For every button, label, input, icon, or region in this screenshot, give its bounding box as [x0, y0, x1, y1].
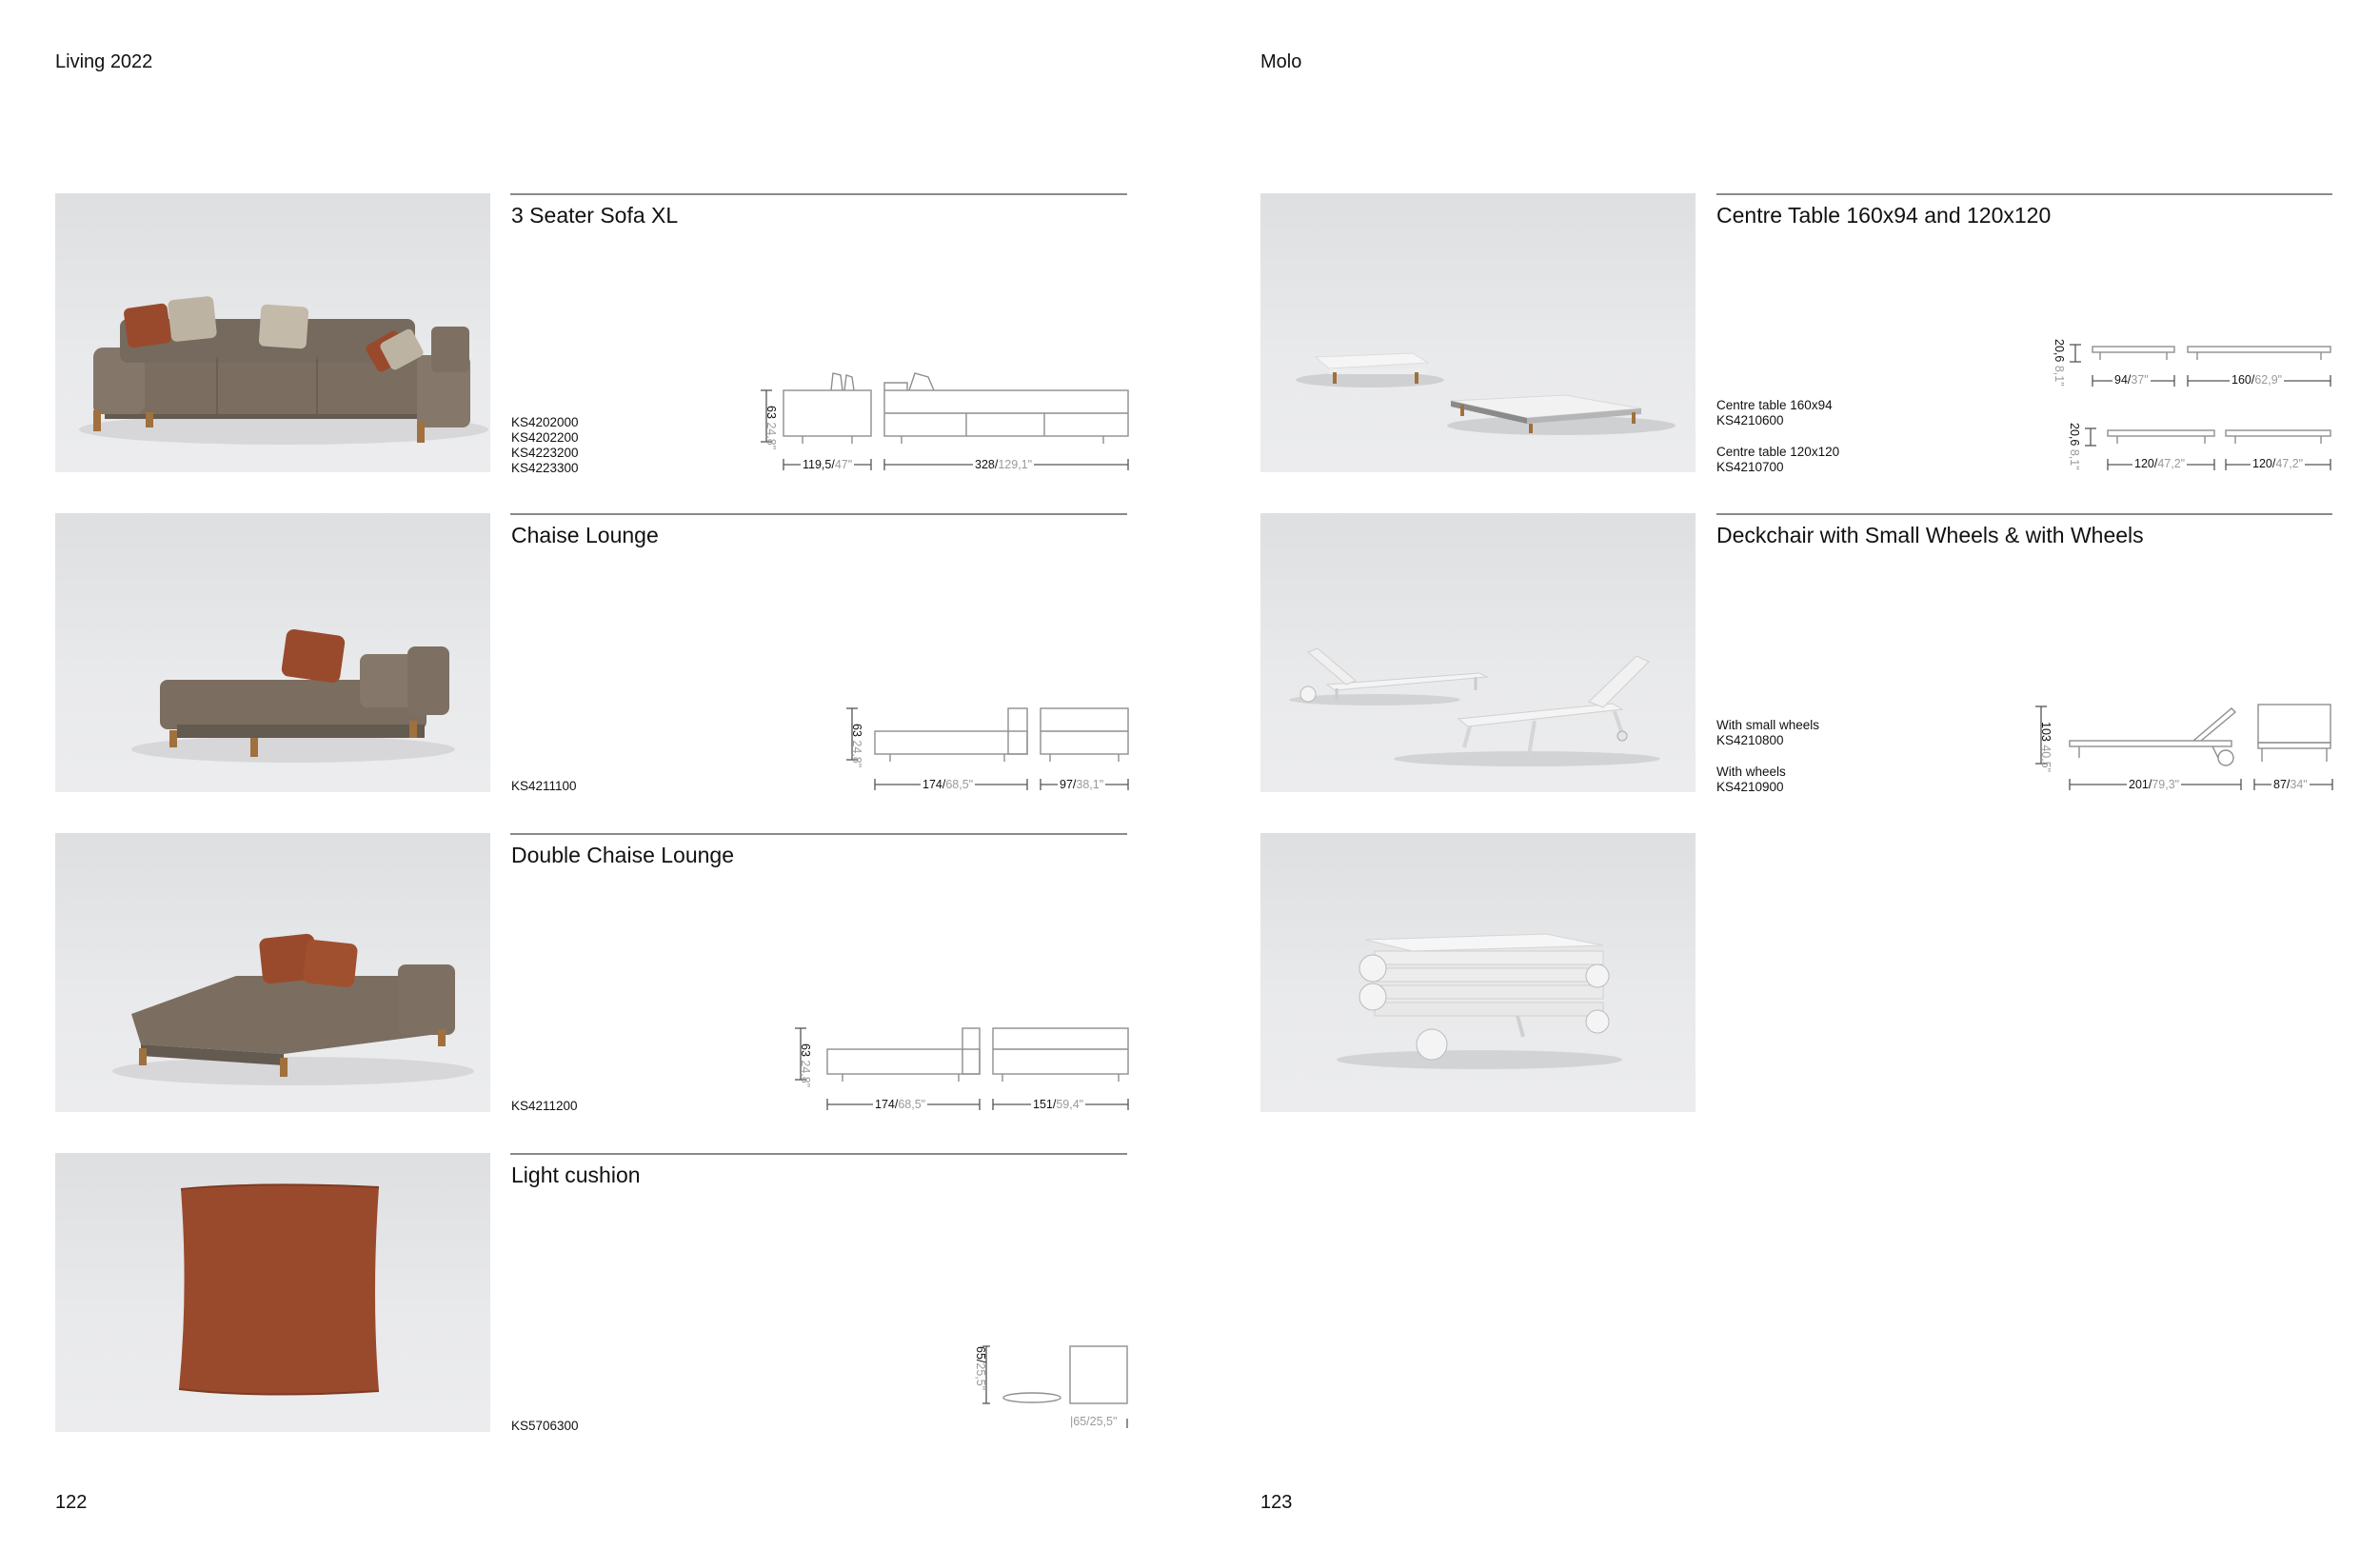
chaise-photo	[55, 513, 490, 792]
deckchair-photo	[1260, 513, 1696, 792]
section-divider	[1716, 193, 2332, 195]
product-title: Light cushion	[511, 1162, 641, 1187]
collection-title: Molo	[1260, 51, 1302, 72]
width-label: 87/34"	[2273, 778, 2308, 791]
width-label-b: 120/47,2"	[2252, 457, 2304, 470]
chaise-illustration	[55, 513, 490, 792]
cushion-illustration	[55, 1153, 490, 1432]
catalog-section-title: Living 2022	[55, 51, 153, 72]
width-label: 328/129,1"	[975, 458, 1033, 471]
length-label: 201/79,3"	[2129, 778, 2180, 791]
centre-table-illustration	[1260, 193, 1696, 472]
height-label-b: 20,6 8,1"	[2068, 423, 2081, 470]
product-code: KS4202000	[511, 415, 579, 429]
variant-centre-table-160x94: Centre table 160x94 KS4210600	[1716, 398, 1833, 427]
product-title: Chaise Lounge	[511, 523, 659, 547]
width-label-a: 160/62,9"	[2231, 373, 2283, 387]
section-divider	[510, 513, 1127, 515]
centre-table-technical-drawing	[2068, 339, 2334, 472]
page-number-left: 122	[55, 1492, 88, 1513]
product-codes	[511, 779, 577, 794]
width-label: |65/25,5"	[1070, 1415, 1118, 1428]
length-label: 174/68,5"	[875, 1098, 926, 1111]
product-code: KS4211200	[511, 1099, 578, 1113]
product-codes	[511, 1099, 578, 1114]
width-label: 97/38,1"	[1060, 778, 1104, 791]
height-label: 63 24,8"	[850, 724, 863, 768]
product-code: KS5706300	[511, 1419, 579, 1433]
stacked-deckchairs-illustration	[1260, 833, 1696, 1112]
variant-wheels: With wheels KS4210900	[1716, 765, 1786, 794]
product-code: KS4202200	[511, 430, 579, 445]
depth-label-b: 120/47,2"	[2134, 457, 2186, 470]
section-divider	[510, 833, 1127, 835]
product-title: Double Chaise Lounge	[511, 843, 735, 867]
length-label: 174/68,5"	[922, 778, 974, 791]
product-code: KS4211100	[511, 779, 577, 793]
depth-label-a: 94/37"	[2114, 373, 2149, 387]
height-label: 63 24,8"	[764, 406, 778, 450]
product-code: KS4223300	[511, 461, 579, 475]
double-chaise-illustration	[55, 833, 490, 1112]
sofa-photo	[55, 193, 490, 472]
variant-centre-table-120x120: Centre table 120x120 KS4210700	[1716, 445, 1840, 474]
height-label: 103 40,5"	[2039, 722, 2053, 773]
product-title: Centre Table 160x94 and 120x120	[1716, 203, 2052, 228]
product-title: 3 Seater Sofa XL	[511, 203, 679, 228]
page-number-right: 123	[1260, 1492, 1293, 1513]
height-label: 63 24,8"	[799, 1043, 812, 1088]
section-divider	[1716, 513, 2332, 515]
depth-label: 119,5/47"	[803, 458, 853, 471]
centre-table-photo	[1260, 193, 1696, 472]
product-codes	[511, 415, 579, 476]
deckchair-illustration	[1260, 513, 1696, 792]
double-chaise-photo	[55, 833, 490, 1112]
height-label: 65/25,5"	[974, 1346, 987, 1391]
product-title: Deckchair with Small Wheels & with Wheels	[1716, 523, 2144, 547]
product-codes	[511, 1419, 579, 1434]
section-divider	[510, 1153, 1127, 1155]
product-code: KS4223200	[511, 446, 579, 460]
section-divider	[510, 193, 1127, 195]
variant-small-wheels: With small wheels KS4210800	[1716, 718, 1820, 747]
sofa-illustration	[55, 193, 490, 472]
stacked-deckchairs-photo	[1260, 833, 1696, 1112]
height-label-a: 20,6 8,1"	[2053, 339, 2066, 387]
width-label: 151/59,4"	[1033, 1098, 1084, 1111]
cushion-photo	[55, 1153, 490, 1432]
